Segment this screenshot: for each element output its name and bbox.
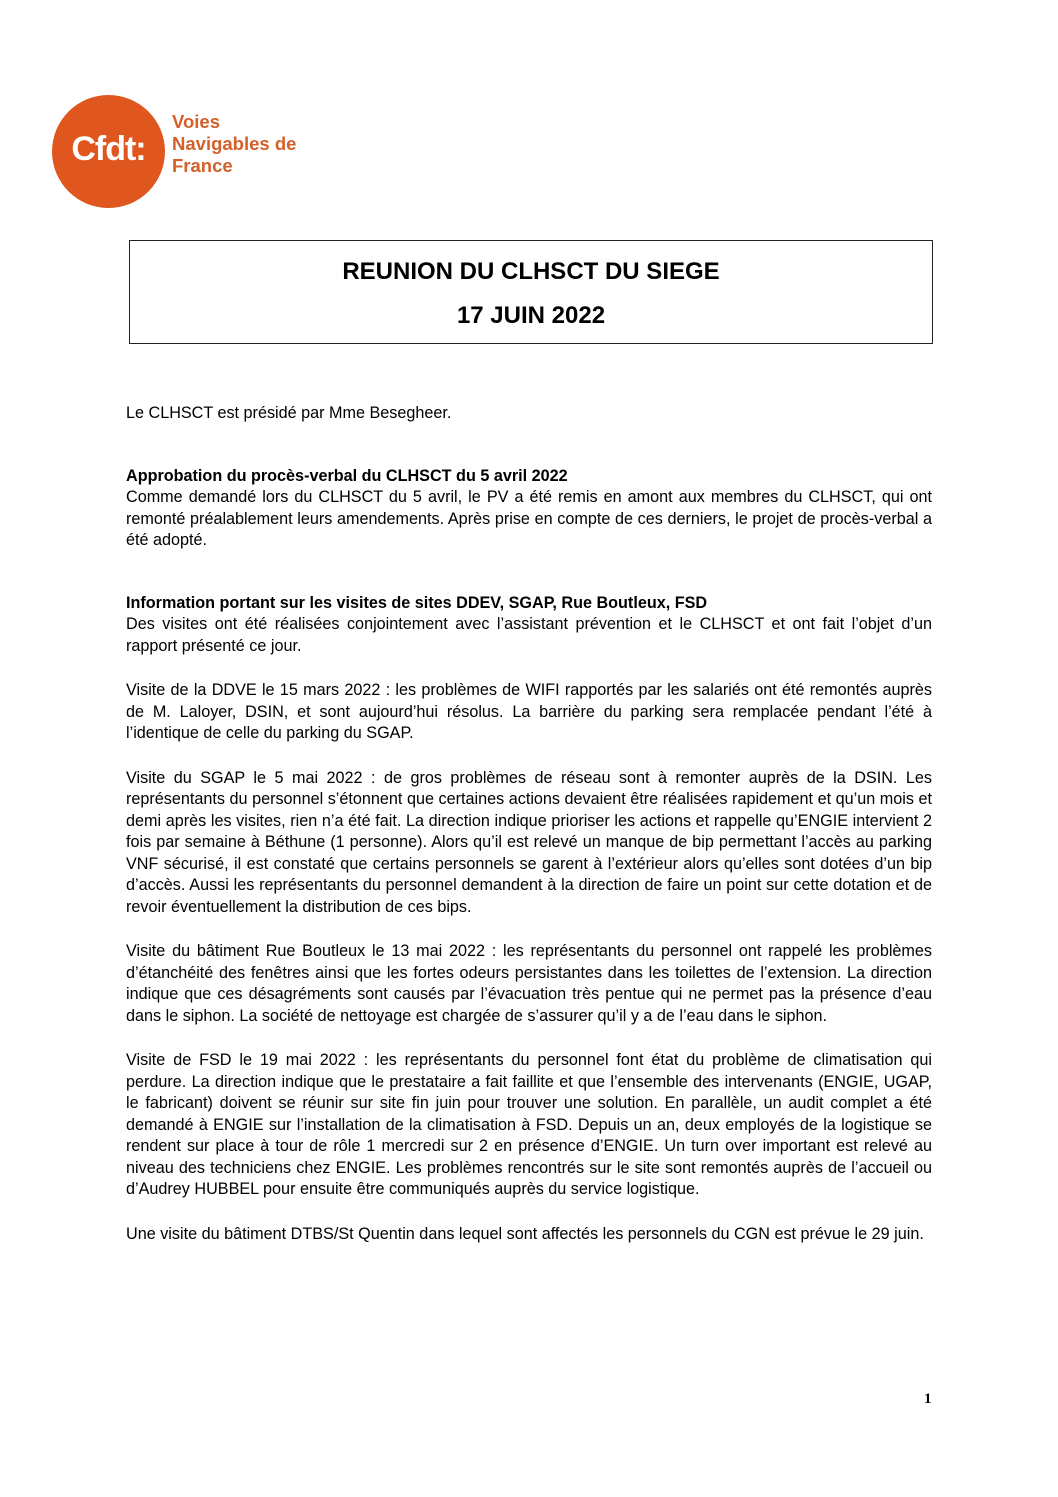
logo-org-name — [172, 111, 296, 177]
logo-line-1: Voies — [172, 111, 220, 132]
document-body — [126, 403, 932, 1245]
paragraph-pv: Comme demandé lors du CLHSCT du 5 avril, le PV a été remis en amont aux membres du CLHSCT, qui ont remonté préalablement leurs amendements. Après prise en compte de ces derniers, le projet de procès-verbal a été adopté. — [126, 488, 932, 549]
logo-line-3: France — [172, 155, 233, 176]
intro-paragraph: Le CLHSCT est présidé par Mme Besegheer. — [126, 404, 452, 422]
section-heading-pv: Approbation du procès-verbal du CLHSCT du 5 avril 2022 — [126, 466, 568, 485]
logo-mark: Cfdt: — [71, 130, 146, 168]
title-box — [129, 240, 933, 344]
logo-line-2: Navigables de — [172, 133, 297, 154]
paragraph-visits-intro: Des visites ont été réalisées conjointement avec l’assistant prévention et le CLHSCT et ont fait l’objet d’un rapport présenté ce jour. — [126, 615, 932, 655]
document-date: 17 JUIN 2022 — [456, 302, 606, 329]
page-number: 1 — [924, 1391, 932, 1407]
cfdt-logo — [52, 95, 332, 215]
document-title: REUNION DU CLHSCT DU SIEGE — [342, 258, 720, 285]
paragraph-visit-boutleux: Visite du bâtiment Rue Boutleux le 13 mai 2022 : les représentants du personnel ont rappelé les problèmes d’étanchéité des fenêtres ainsi que les fortes odeurs persistantes dans les toilettes de l’extension. La direction indique que ces désagréments sont causés par l’évacuation très pentue qui ne permet pas la présence d’eau dans le siphon. La société de nettoyage est chargée de s’assurer qu’il y a de l’eau dans le siphon. — [126, 942, 932, 1025]
section-heading-visits: Information portant sur les visites de sites DDEV, SGAP, Rue Boutleux, FSD — [126, 593, 708, 612]
logo-circle — [52, 95, 165, 208]
paragraph-visit-sgap: Visite du SGAP le 5 mai 2022 : de gros problèmes de réseau sont à remonter auprès de la DSIN. Les représentants du personnel s’étonnent que certaines actions devaient être réalisées rapidement et qu’un mois et demi après les visites, rien n’a été fait. La direction indique prioriser les actions et rappelle qu’ENGIE intervient 2 fois par semaine à Béthune (1 personne). Alors qu’il est relevé un manque de bip permettant l’accès au parking VNF sécurisé, il est constaté que certains personnels se garent à l’extérieur alors qu’elles sont dotées d’un bip d’accès. Aussi les représentants du personnel demandent à la direction de faire un point sur cette dotation et de revoir éventuellement la distribution de ces bips. — [126, 768, 932, 916]
paragraph-visit-dtbs: Une visite du bâtiment DTBS/St Quentin dans lequel sont affectés les personnels du CGN est prévue le 29 juin. — [126, 1224, 924, 1243]
paragraph-visit-fsd: Visite de FSD le 19 mai 2022 : les représentants du personnel font état du problème de climatisation qui perdure. La direction indique que le prestataire a fait faillite et que l’ensemble des intervenants (ENGIE, UGAP, le fabricant) doivent se réunir sur site fin juin pour trouver une solution. En parallèle, un audit complet a été demandé à ENGIE sur l’installation de la climatisation à FSD. Depuis un an, deux employés de la logistique se rendent sur place à tour de rôle 1 mercredi sur 2 en présence d’ENGIE. Un turn over important est relevé au niveau des techniciens chez ENGIE. Les problèmes rencontrés sur le site sont remontés auprès de l’accueil ou d’Audrey HUBBEL pour ensuite être communiqués auprès du service logistique. — [126, 1051, 932, 1198]
paragraph-visit-ddve: Visite de la DDVE le 15 mars 2022 : les problèmes de WIFI rapportés par les salariés ont été remontés auprès de M. Laloyer, DSIN, et sont aujourd’hui résolus. La barrière du parking sera remplacée pendant l’été à l’identique de celle du parking du SGAP. — [126, 681, 932, 742]
